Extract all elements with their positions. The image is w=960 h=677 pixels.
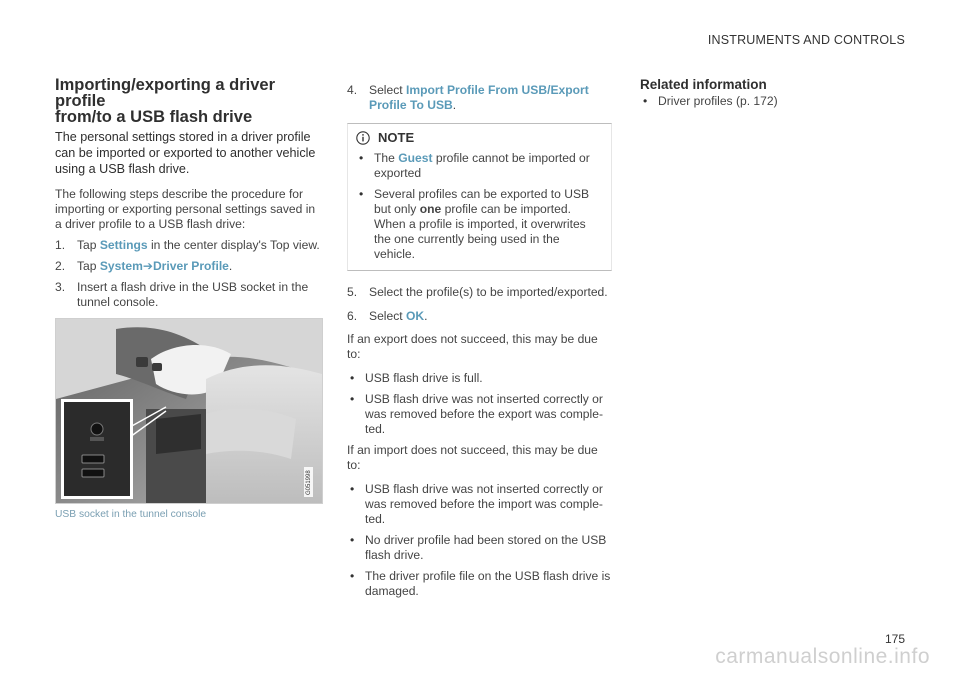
column-middle xyxy=(347,77,612,605)
steps-list-continued xyxy=(347,83,612,113)
list-item: • USB flash drive was not inserted correctly or was removed before the export was completed. xyxy=(347,392,612,437)
step-1: 1. Tap Settings in the center display's Top view. xyxy=(55,238,320,252)
list-item: • USB flash drive was not inserted correctly or was removed before the import was completed. xyxy=(347,482,612,527)
list-item: • USB flash drive is full. xyxy=(347,371,612,386)
watermark: carmanualsonline.info xyxy=(715,645,930,668)
article-title: Importing/exporting a driver profile from/to a USB flash drive xyxy=(55,76,276,126)
lead-paragraph: The personal settings stored in a driver profile can be imported or exported to another vehicle using a USB flash drive. xyxy=(55,130,316,176)
note-item: • Several profiles can be exported to USB but only one profile can be imported. When a profile is imported, it overwrites the one currently being used in the vehicle. xyxy=(356,187,603,262)
related-info-list xyxy=(640,94,920,109)
related-link-driver-profiles[interactable]: • Driver profiles (p. 172) xyxy=(640,94,920,109)
export-failure-list xyxy=(347,371,612,437)
related-info-heading: Related information xyxy=(640,77,767,92)
list-item: • No driver profile had been stored on the USB flash drive. xyxy=(347,533,612,563)
list-item: • The driver profile file on the USB flash drive is damaged. xyxy=(347,569,612,599)
step-6: 6. Select OK. xyxy=(347,309,428,323)
step-3: 3. Insert a flash drive in the USB socket in the tunnel console. xyxy=(55,280,309,309)
step-5: 5. Select the profile(s) to be imported/exported. xyxy=(347,285,608,299)
steps-list-final xyxy=(347,285,612,324)
tunnel-console-illustration xyxy=(56,319,322,503)
figure-code: G051998 xyxy=(306,470,312,495)
step-2: 2. Tap System➔Driver Profile. xyxy=(55,259,233,273)
note-item: • The Guest profile cannot be imported or exported xyxy=(356,151,603,181)
arrow-right-icon: ➔ xyxy=(142,259,153,273)
section-header: INSTRUMENTS AND CONTROLS xyxy=(707,33,905,47)
figure-caption: USB socket in the tunnel console xyxy=(55,509,207,520)
note-box xyxy=(347,123,612,271)
settings-link: Settings xyxy=(99,238,148,252)
note-heading: NOTE xyxy=(356,130,603,145)
import-failure-intro: If an import does not succeed, this may be due to: xyxy=(347,443,598,472)
intro-paragraph: The following steps describe the procedure for importing or exporting personal settings saved in a driver profile to a USB flash drive: xyxy=(55,187,316,231)
page-number: 175 xyxy=(884,632,905,646)
export-failure-intro: If an export does not succeed, this may be due to: xyxy=(347,332,598,361)
usb-socket-figure xyxy=(55,318,323,504)
column-right xyxy=(640,77,920,115)
column-left xyxy=(55,77,323,520)
import-failure-list xyxy=(347,482,612,599)
step-4: 4. Select Import Profile From USB/Export Profile To USB. xyxy=(347,83,589,112)
info-icon xyxy=(356,131,370,145)
steps-list xyxy=(55,238,323,310)
note-list xyxy=(356,151,603,262)
